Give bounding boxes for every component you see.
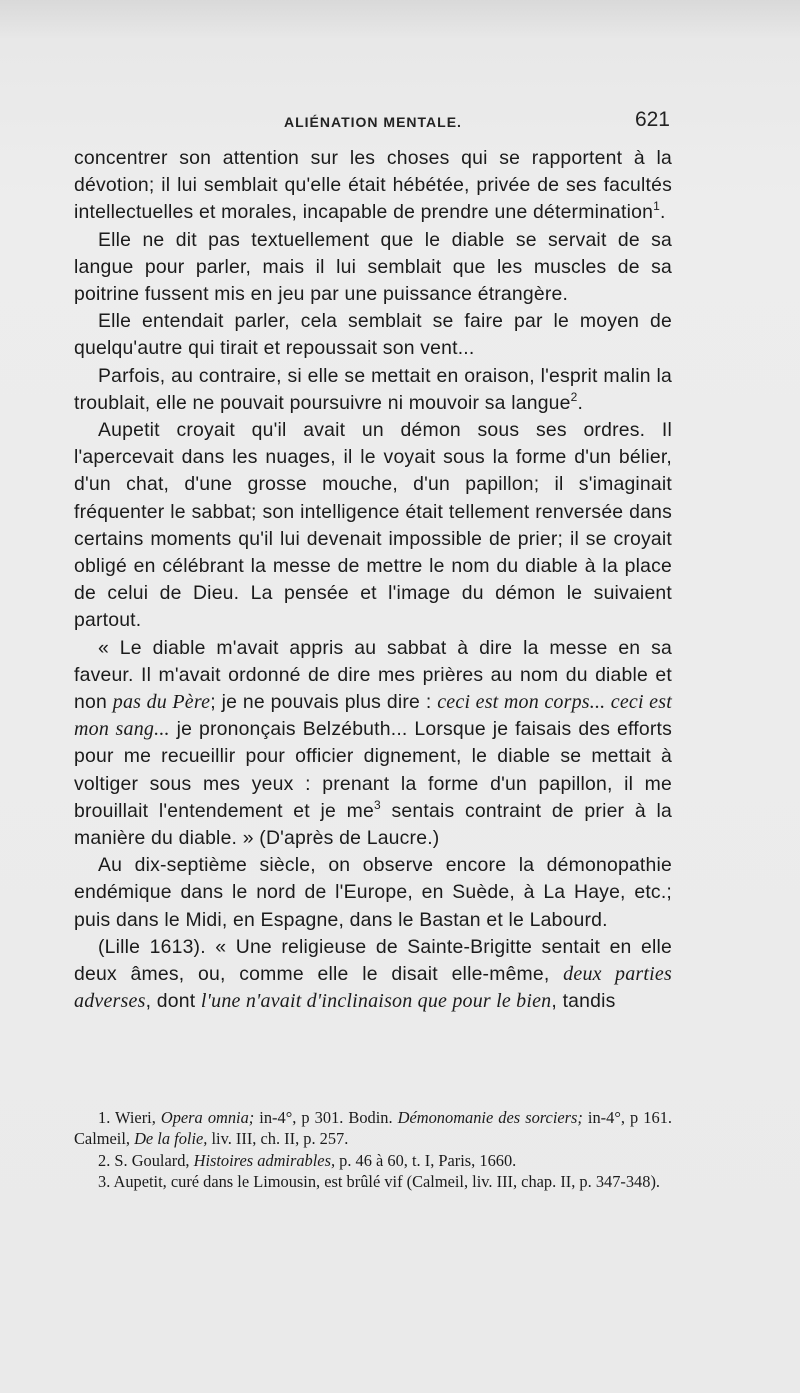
paragraph-1-end: . bbox=[659, 201, 666, 224]
paragraph-8-italic-2: l'une n'avait d'inclinaison que pour le bien bbox=[200, 990, 552, 1013]
paragraph-2: Elle ne dit pas textuellement que le diable se servait de sa langue pour parler, mais il lui semblait que les muscles de sa poitrine fussent mis en jeu par une puissance étrangère. bbox=[74, 228, 672, 306]
footnote-2-italic-1: Histoires admirables, bbox=[193, 1150, 336, 1170]
paragraph-5: Aupetit croyait qu'il avait un démon sous ses ordres. Il l'apercevait dans les nuages, il le voyait sous la forme d'un bélier, d'un chat, d'une grosse mouche, d'un papillon; il s'imaginait fréquenter le sabbat; son intelligence était tellement renversée dans certains moments qu'il lui devenait impossible de prier; il se croyait obligé en célébrant la messe de mettre le nom du diable à la place de celui de Dieu. La pensée et l'image du démon le suivaient partout. bbox=[74, 419, 672, 632]
paragraph-1 bbox=[74, 145, 672, 227]
footnote-2-a: 2. S. Goulard, bbox=[98, 1150, 194, 1170]
paragraph-8-text-c: , tandis bbox=[551, 990, 616, 1013]
quote-text-b: ; je ne pouvais plus dire : bbox=[210, 691, 438, 714]
footnote-1 bbox=[74, 1107, 672, 1150]
footnote-2 bbox=[74, 1150, 672, 1171]
footnote-1-italic-3: De la folie, bbox=[134, 1129, 208, 1149]
footnote-ref-1: 1 bbox=[653, 199, 660, 214]
paragraph-3: Elle entendait parler, cela semblait se faire par le moyen de quelqu'autre qui tirait et repoussait son vent... bbox=[74, 310, 672, 360]
footnotes bbox=[74, 1107, 672, 1192]
main-text bbox=[74, 145, 672, 1016]
footnote-ref-2: 2 bbox=[570, 389, 578, 404]
page-header bbox=[74, 108, 670, 138]
paragraph-8-italic-1: deux parties adverses bbox=[74, 963, 672, 1013]
running-title: ALIÉNATION MENTALE. bbox=[284, 114, 462, 130]
paragraph-4-end: . bbox=[577, 391, 584, 414]
footnote-1-d: liv. III, ch. II, p. 257. bbox=[207, 1129, 349, 1149]
footnote-ref-3: 3 bbox=[374, 797, 381, 812]
footnote-1-c: in-4°, p 161. Calmeil, bbox=[74, 1108, 672, 1149]
paragraph-4-text: Parfois, au contraire, si elle se mettait en oraison, l'esprit malin la troublait, elle ne pouvait poursuivre ni mouvoir sa langue bbox=[74, 364, 672, 414]
footnote-1-italic-2: Démonomanie des sorciers; bbox=[397, 1108, 583, 1127]
page-number: 621 bbox=[634, 108, 670, 131]
footnote-1-b: in-4°, p 301. Bodin. bbox=[254, 1108, 398, 1127]
quote-text-a: « Le diable m'avait appris au sabbat à dire la messe en sa faveur. Il m'avait ordonné de dire mes prières au nom du diable et non bbox=[74, 636, 672, 714]
quote-text-c: je prononçais Belzébuth... Lorsque je faisais des efforts pour me recueillir pour officier dignement, le diable se mettait à voltiger sous mes yeux : prenant la forme d'un papillon, il me brouillait l'entendement et je me bbox=[74, 718, 672, 822]
footnote-1-italic-1: Opera omnia; bbox=[160, 1108, 255, 1127]
quote-italic-1: pas du Père bbox=[112, 691, 211, 714]
quote-italic-2: ceci est mon corps... ceci est mon sang... bbox=[74, 691, 672, 741]
paragraph-7: Au dix-septième siècle, on observe encore la démonopathie endémique dans le nord de l'Europe, en Suède, à La Haye, etc.; puis dans le Midi, en Espagne, dans le Bastan et le Labourd. bbox=[74, 854, 672, 931]
footnote-3: 3. Aupetit, curé dans le Limousin, est brûlé vif (Calmeil, liv. III, chap. II, p. 347-348). bbox=[98, 1171, 661, 1191]
paragraph-1-text: concentrer son attention sur les choses qui se rapportent à la dévotion; il lui semblait qu'elle était hébétée, privée de ses facultés intellectuelles et morales, incapable de prendre une détermination bbox=[74, 147, 672, 224]
paragraph-8-text-b: , dont bbox=[145, 990, 201, 1013]
paragraph-4 bbox=[74, 363, 672, 417]
quote-text-d: sentais contraint de prier à la manière du diable. » (D'après de Laucre.) bbox=[74, 799, 672, 850]
paragraph-8 bbox=[74, 934, 672, 1016]
quote-paragraph bbox=[74, 635, 672, 853]
footnote-1-a: 1. Wieri, bbox=[98, 1108, 161, 1127]
paragraph-8-text-a: (Lille 1613). « Une religieuse de Sainte-Brigitte sentait en elle deux âmes, ou, comme elle le disait elle-même, bbox=[74, 935, 672, 986]
footnote-2-b: p. 46 à 60, t. I, Paris, 1660. bbox=[335, 1150, 517, 1170]
